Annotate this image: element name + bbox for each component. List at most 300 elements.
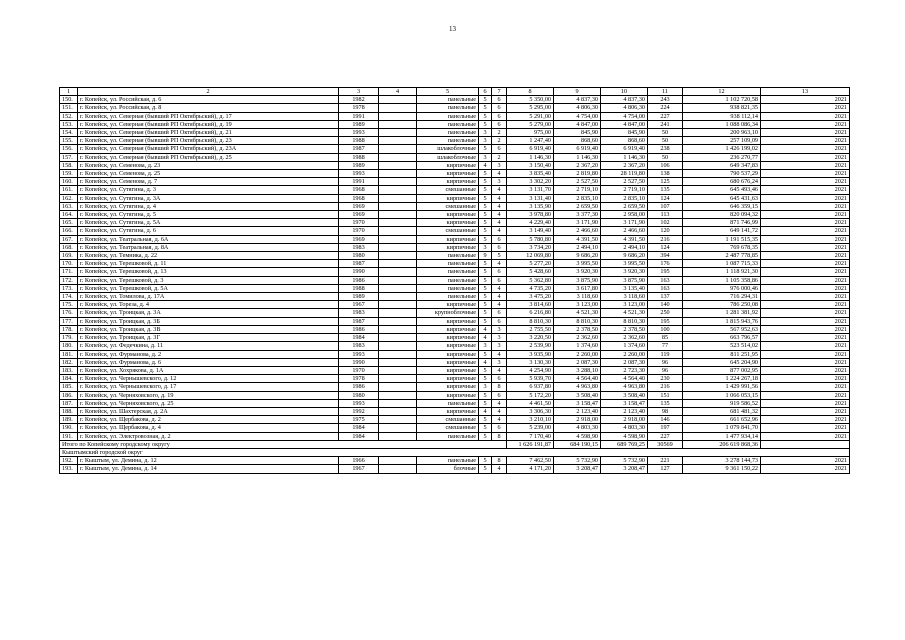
table-cell: 5	[479, 432, 492, 440]
table-cell: 184.	[60, 375, 78, 383]
table-cell: 192.	[60, 457, 78, 465]
table-cell: 4	[492, 211, 507, 219]
table-cell: 2021	[761, 334, 850, 342]
table-cell: 5	[479, 457, 492, 465]
column-number-2: 2	[78, 88, 339, 96]
table-cell: кирпичные	[417, 407, 479, 415]
table-cell: 135	[648, 186, 683, 194]
table-cell: 171.	[60, 268, 78, 276]
table-cell: кирпичные	[417, 383, 479, 391]
table-cell: 5 939,70	[507, 375, 554, 383]
table-cell: 6	[492, 112, 507, 120]
table-cell: 3 920,30	[554, 268, 601, 276]
table-cell: панельные	[417, 399, 479, 407]
table-cell: 5	[479, 309, 492, 317]
table-row	[60, 432, 850, 440]
table-cell: 3 475,20	[507, 293, 554, 301]
table-cell: 4	[492, 399, 507, 407]
table-cell: 663 796,57	[683, 334, 761, 342]
table-cell: 3 875,90	[601, 276, 648, 284]
table-cell	[379, 104, 417, 112]
table-cell	[379, 465, 417, 473]
table-row	[60, 407, 850, 415]
column-number-8: 8	[507, 88, 554, 96]
table-cell: 1990	[339, 268, 379, 276]
table-cell: 1 374,60	[601, 342, 648, 350]
table-cell: 3 278 144,73	[683, 457, 761, 465]
table-cell: г. Копейск, ул. Троицкая, д. 3А	[78, 309, 339, 317]
table-cell: 3 508,40	[601, 391, 648, 399]
table-cell: 151	[648, 391, 683, 399]
table-cell: г. Копейск, ул. Сутягина, д. 6	[78, 227, 339, 235]
table-row	[60, 194, 850, 202]
table-cell: 168.	[60, 243, 78, 251]
table-row	[60, 366, 850, 374]
table-cell: 172.	[60, 276, 78, 284]
table-cell: 4 837,30	[601, 96, 648, 104]
table-cell: 2 723,30	[601, 366, 648, 374]
table-cell: 2 362,60	[554, 334, 601, 342]
table-cell: 2021	[761, 252, 850, 260]
table-row	[60, 424, 850, 432]
table-cell: г. Копейск, ул. Троицкая, д. 3Г	[78, 334, 339, 342]
table-cell: 4	[479, 325, 492, 333]
table-cell: 100	[648, 325, 683, 333]
table-cell: 3	[479, 129, 492, 137]
table-cell: 1 815 943,76	[683, 317, 761, 325]
table-cell: смешанные	[417, 227, 479, 235]
table-cell: 6	[492, 391, 507, 399]
table-cell: 8 810,30	[554, 317, 601, 325]
total-label: Итого по Копейскому городскому округу	[60, 440, 507, 448]
table-cell: 28 119,80	[601, 170, 648, 178]
table-cell: 3 150,40	[507, 161, 554, 169]
table-cell: панельные	[417, 268, 479, 276]
table-cell: 1 102 720,58	[683, 96, 761, 104]
table-cell: г. Копейск, ул. Тореза, д. 4	[78, 301, 339, 309]
table-cell: 3 814,60	[507, 301, 554, 309]
table-cell: 868,60	[601, 137, 648, 145]
table-cell: 2021	[761, 129, 850, 137]
table-cell: 4 803,30	[601, 424, 648, 432]
table-cell: 4	[492, 301, 507, 309]
table-cell: 4	[479, 334, 492, 342]
table-cell: 5	[479, 260, 492, 268]
table-cell: 2021	[761, 309, 850, 317]
table-cell: 1969	[339, 211, 379, 219]
table-cell	[379, 407, 417, 415]
table-cell: 187.	[60, 399, 78, 407]
table-cell: 5 732,90	[554, 457, 601, 465]
table-cell: 769 678,35	[683, 243, 761, 251]
table-cell: 1989	[339, 293, 379, 301]
table-cell: панельные	[417, 137, 479, 145]
table-cell: 181.	[60, 350, 78, 358]
table-cell: 1980	[339, 391, 379, 399]
table-cell: 4 803,30	[554, 424, 601, 432]
table-cell: 3 118,60	[554, 293, 601, 301]
table-cell: 6	[492, 424, 507, 432]
table-cell: 2021	[761, 407, 850, 415]
table-cell	[379, 112, 417, 120]
table-cell: 2 494,10	[554, 243, 601, 251]
table-cell: 2	[492, 153, 507, 161]
column-number-4: 4	[379, 88, 417, 96]
table-cell: 3 123,00	[554, 301, 601, 309]
table-row	[60, 104, 850, 112]
table-cell: 3	[492, 161, 507, 169]
table-cell	[379, 194, 417, 202]
table-cell: 4	[492, 366, 507, 374]
table-cell: 1987	[339, 145, 379, 153]
table-cell: 2 378,50	[554, 325, 601, 333]
table-cell	[379, 219, 417, 227]
table-cell: 177.	[60, 317, 78, 325]
table-cell: 5 295,00	[507, 104, 554, 112]
table-cell: 1 429 991,56	[683, 383, 761, 391]
table-cell: г. Копейск, ул. Федечкина, д. 11	[78, 342, 339, 350]
table-cell: г. Копейск, ул. Троицкая, д. 3В	[78, 325, 339, 333]
table-cell: 1 146,30	[554, 153, 601, 161]
table-cell: 1 426 199,02	[683, 145, 761, 153]
table-cell: 2021	[761, 457, 850, 465]
table-cell: г. Копейск, ул. Семенова, д. 7	[78, 178, 339, 186]
table-cell: 6 937,80	[507, 383, 554, 391]
table-cell: 2021	[761, 161, 850, 169]
table-cell: 1 191 515,35	[683, 235, 761, 243]
table-cell: 6	[492, 120, 507, 128]
table-cell: 976 000,46	[683, 284, 761, 292]
table-cell: 5	[479, 276, 492, 284]
table-cell: 975,00	[507, 129, 554, 137]
table-cell: 1991	[339, 112, 379, 120]
table-cell: 1 146,30	[507, 153, 554, 161]
table-cell: 4	[492, 350, 507, 358]
table-cell: 1 146,30	[601, 153, 648, 161]
table-cell: 3 835,40	[507, 170, 554, 178]
table-cell: 2021	[761, 416, 850, 424]
table-cell: 2 659,50	[554, 202, 601, 210]
table-row	[60, 120, 850, 128]
table-cell	[379, 129, 417, 137]
table-cell: 3	[479, 153, 492, 161]
table-cell: г. Копейск, ул. Северная (бывший РП Октябрьский), д. 17	[78, 112, 339, 120]
table-row	[60, 170, 850, 178]
table-cell: 125	[648, 178, 683, 186]
table-cell: 113	[648, 211, 683, 219]
table-cell: 2 719,10	[554, 186, 601, 194]
table-cell: 159.	[60, 170, 78, 178]
table-cell: 3 130,30	[507, 358, 554, 366]
table-cell: 124	[648, 194, 683, 202]
column-number-13: 13	[761, 88, 850, 96]
table-cell: 241	[648, 120, 683, 128]
total-row	[60, 440, 850, 448]
table-cell: 646 359,15	[683, 202, 761, 210]
table-cell: 2 487 778,85	[683, 252, 761, 260]
table-cell: г. Копейск, ул. Семенова, д. 25	[78, 170, 339, 178]
table-cell: 1 118 921,30	[683, 268, 761, 276]
total-c10: 689 769,25	[601, 440, 648, 448]
table-cell: 163	[648, 284, 683, 292]
table-cell: 3	[479, 383, 492, 391]
table-row	[60, 457, 850, 465]
table-cell	[379, 276, 417, 284]
table-cell: 9 686,20	[554, 252, 601, 260]
table-cell: г. Копейск, ул. Северная (бывший РП Октябрьский), д. 23	[78, 137, 339, 145]
table-cell: 155.	[60, 137, 78, 145]
table-cell: 138	[648, 170, 683, 178]
table-cell	[379, 178, 417, 186]
table-cell: 645 493,46	[683, 186, 761, 194]
table-cell: 649 141,72	[683, 227, 761, 235]
table-row	[60, 399, 850, 407]
table-cell: 6	[492, 317, 507, 325]
table-row	[60, 260, 850, 268]
table-cell: 3 171,90	[601, 219, 648, 227]
table-cell: 175.	[60, 301, 78, 309]
table-cell: 4	[479, 161, 492, 169]
table-cell: 6	[492, 309, 507, 317]
table-cell: 394	[648, 252, 683, 260]
table-cell: 227	[648, 432, 683, 440]
table-cell: 3	[479, 137, 492, 145]
table-cell: 2 123,40	[554, 407, 601, 415]
table-row	[60, 276, 850, 284]
table-cell: 4	[492, 219, 507, 227]
table-cell: 2021	[761, 170, 850, 178]
table-cell: 3 158,47	[554, 399, 601, 407]
table-cell: 1 374,60	[554, 342, 601, 350]
table-cell: 790 537,29	[683, 170, 761, 178]
table-cell: 681 481,32	[683, 407, 761, 415]
table-cell: 6	[492, 235, 507, 243]
table-cell: 2 378,50	[601, 325, 648, 333]
table-cell: 2021	[761, 96, 850, 104]
table-cell: 2021	[761, 366, 850, 374]
table-cell: кирпичные	[417, 366, 479, 374]
table-cell: г. Копейск, ул. Сутягина, д. 5А	[78, 219, 339, 227]
table-cell	[379, 399, 417, 407]
table-cell: 2021	[761, 112, 850, 120]
table-row	[60, 309, 850, 317]
table-cell: г. Копейск, ул. Фурманова, д. 2	[78, 350, 339, 358]
table-cell: 5 780,80	[507, 235, 554, 243]
table-cell: 151.	[60, 104, 78, 112]
table-cell: 186.	[60, 391, 78, 399]
table-cell: 6 216,80	[507, 309, 554, 317]
table-cell: 4	[492, 465, 507, 473]
table-cell: 2021	[761, 120, 850, 128]
table-cell	[379, 309, 417, 317]
table-cell: 2 958,00	[601, 211, 648, 219]
table-cell: 6	[492, 268, 507, 276]
table-cell: панельные	[417, 120, 479, 128]
table-cell: 1986	[339, 276, 379, 284]
table-cell: 1993	[339, 350, 379, 358]
table-cell: смешанные	[417, 416, 479, 424]
table-cell	[379, 457, 417, 465]
table-cell: 165.	[60, 219, 78, 227]
table-cell: 2021	[761, 104, 850, 112]
table-cell: 120	[648, 227, 683, 235]
table-cell: 5	[479, 424, 492, 432]
table-cell: панельные	[417, 432, 479, 440]
table-cell: 919 586,52	[683, 399, 761, 407]
table-cell: 4	[479, 407, 492, 415]
table-cell: г. Копейск, ул. Щербакова, д. 4	[78, 424, 339, 432]
table-cell: 4 806,30	[601, 104, 648, 112]
table-cell: 2 527,50	[601, 178, 648, 186]
table-cell: панельные	[417, 112, 479, 120]
table-cell	[379, 186, 417, 194]
table-cell	[379, 342, 417, 350]
table-cell: 5	[479, 211, 492, 219]
table-cell: 161.	[60, 186, 78, 194]
table-cell: г. Копейск, ул. Северная (бывший РП Октябрьский), д. 23А	[78, 145, 339, 153]
total-empty	[761, 440, 850, 448]
table-cell: 193.	[60, 465, 78, 473]
table-cell: г. Копейск, ул. Темника, д. 22	[78, 252, 339, 260]
table-cell: 195	[648, 268, 683, 276]
total-c8: 1 626 191,87	[507, 440, 554, 448]
table-cell: 4	[492, 170, 507, 178]
table-cell	[379, 202, 417, 210]
table-cell: 1987	[339, 317, 379, 325]
table-cell: 5	[479, 235, 492, 243]
table-cell: панельные	[417, 293, 479, 301]
table-cell: 5 350,00	[507, 96, 554, 104]
table-cell: 649 347,83	[683, 161, 761, 169]
table-cell: г. Копейск, ул. Черняховского, д. 25	[78, 399, 339, 407]
table-cell: 191.	[60, 432, 78, 440]
table-cell: 162.	[60, 194, 78, 202]
table-cell: 2021	[761, 202, 850, 210]
table-cell: г. Копейск, ул. Черняховского, д. 19	[78, 391, 339, 399]
table-cell: 257 109,09	[683, 137, 761, 145]
table-cell: 153.	[60, 120, 78, 128]
table-cell: 4 806,30	[554, 104, 601, 112]
table-cell: 1982	[339, 96, 379, 104]
table-row	[60, 161, 850, 169]
table-cell	[379, 96, 417, 104]
table-cell	[379, 137, 417, 145]
table-cell: 5	[479, 391, 492, 399]
table-cell: 1988	[339, 137, 379, 145]
table-cell: 871 746,99	[683, 219, 761, 227]
table-cell: 2021	[761, 293, 850, 301]
table-cell: кирпичные	[417, 161, 479, 169]
section-title: Кыштымский городской округ	[60, 448, 850, 456]
table-row	[60, 235, 850, 243]
table-cell: 4 963,80	[601, 383, 648, 391]
table-cell: 3 920,30	[601, 268, 648, 276]
table-cell: 166.	[60, 227, 78, 235]
table-cell: 4	[492, 186, 507, 194]
table-cell: г. Копейск, ул. Сутягина, д. 4	[78, 202, 339, 210]
column-number-10: 10	[601, 88, 648, 96]
table-cell: 1978	[339, 104, 379, 112]
table-cell: 5	[479, 120, 492, 128]
table-cell: 4 847,00	[601, 120, 648, 128]
table-cell: 2021	[761, 391, 850, 399]
table-row	[60, 186, 850, 194]
table-cell: 4 391,50	[601, 235, 648, 243]
table-cell: 50	[648, 153, 683, 161]
table-cell: 3 123,00	[601, 301, 648, 309]
table-cell: 3 118,60	[601, 293, 648, 301]
table-cell: 1989	[339, 120, 379, 128]
table-cell: 188.	[60, 407, 78, 415]
table-cell: 169.	[60, 252, 78, 260]
table-cell: 523 514,02	[683, 342, 761, 350]
table-cell: 4	[492, 407, 507, 415]
column-number-12: 12	[683, 88, 761, 96]
table-cell: 5 277,20	[507, 260, 554, 268]
table-cell: 3 508,40	[554, 391, 601, 399]
table-cell: блочные	[417, 465, 479, 473]
table-cell: кирпичные	[417, 301, 479, 309]
table-cell: 2 835,10	[554, 194, 601, 202]
table-cell: 1983	[339, 243, 379, 251]
table-cell: 661 652,96	[683, 416, 761, 424]
table-cell: кирпичные	[417, 391, 479, 399]
table-cell: 8	[492, 457, 507, 465]
table-cell: 152.	[60, 112, 78, 120]
table-cell: 4 254,90	[507, 366, 554, 374]
table-cell	[379, 252, 417, 260]
table-cell: 3	[492, 325, 507, 333]
table-cell: 250	[648, 309, 683, 317]
table-cell: смешанные	[417, 424, 479, 432]
table-cell: 2 367,20	[601, 161, 648, 169]
table-cell: 137	[648, 293, 683, 301]
table-cell: 8	[492, 383, 507, 391]
table-cell: 3 302,20	[507, 178, 554, 186]
table-cell: 174.	[60, 293, 78, 301]
table-row	[60, 416, 850, 424]
table-cell: 2 819,80	[554, 170, 601, 178]
table-cell: 845,90	[554, 129, 601, 137]
column-number-7: 7	[492, 88, 507, 96]
table-row	[60, 358, 850, 366]
column-number-5: 5	[417, 88, 479, 96]
table-cell: 2021	[761, 243, 850, 251]
table-cell: 157.	[60, 153, 78, 161]
table-cell: 6	[492, 276, 507, 284]
table-cell: 2021	[761, 178, 850, 186]
table-cell: г. Копейск, ул. Терешковой, д. 3	[78, 276, 339, 284]
table-cell: 1980	[339, 252, 379, 260]
table-row	[60, 465, 850, 473]
table-cell: 3 131,70	[507, 186, 554, 194]
table-row	[60, 293, 850, 301]
table-cell	[379, 383, 417, 391]
table-row	[60, 301, 850, 309]
table-cell: 5	[479, 350, 492, 358]
table-cell	[379, 301, 417, 309]
table-row	[60, 391, 850, 399]
table-cell: 3 220,50	[507, 334, 554, 342]
table-cell: 163	[648, 276, 683, 284]
table-cell: 5	[479, 284, 492, 292]
table-cell: 135	[648, 399, 683, 407]
table-cell	[379, 432, 417, 440]
table-cell: 4 754,00	[601, 112, 648, 120]
table-cell: 5 239,00	[507, 424, 554, 432]
table-cell: 4 521,30	[601, 309, 648, 317]
table-cell: крупноблочные	[417, 309, 479, 317]
